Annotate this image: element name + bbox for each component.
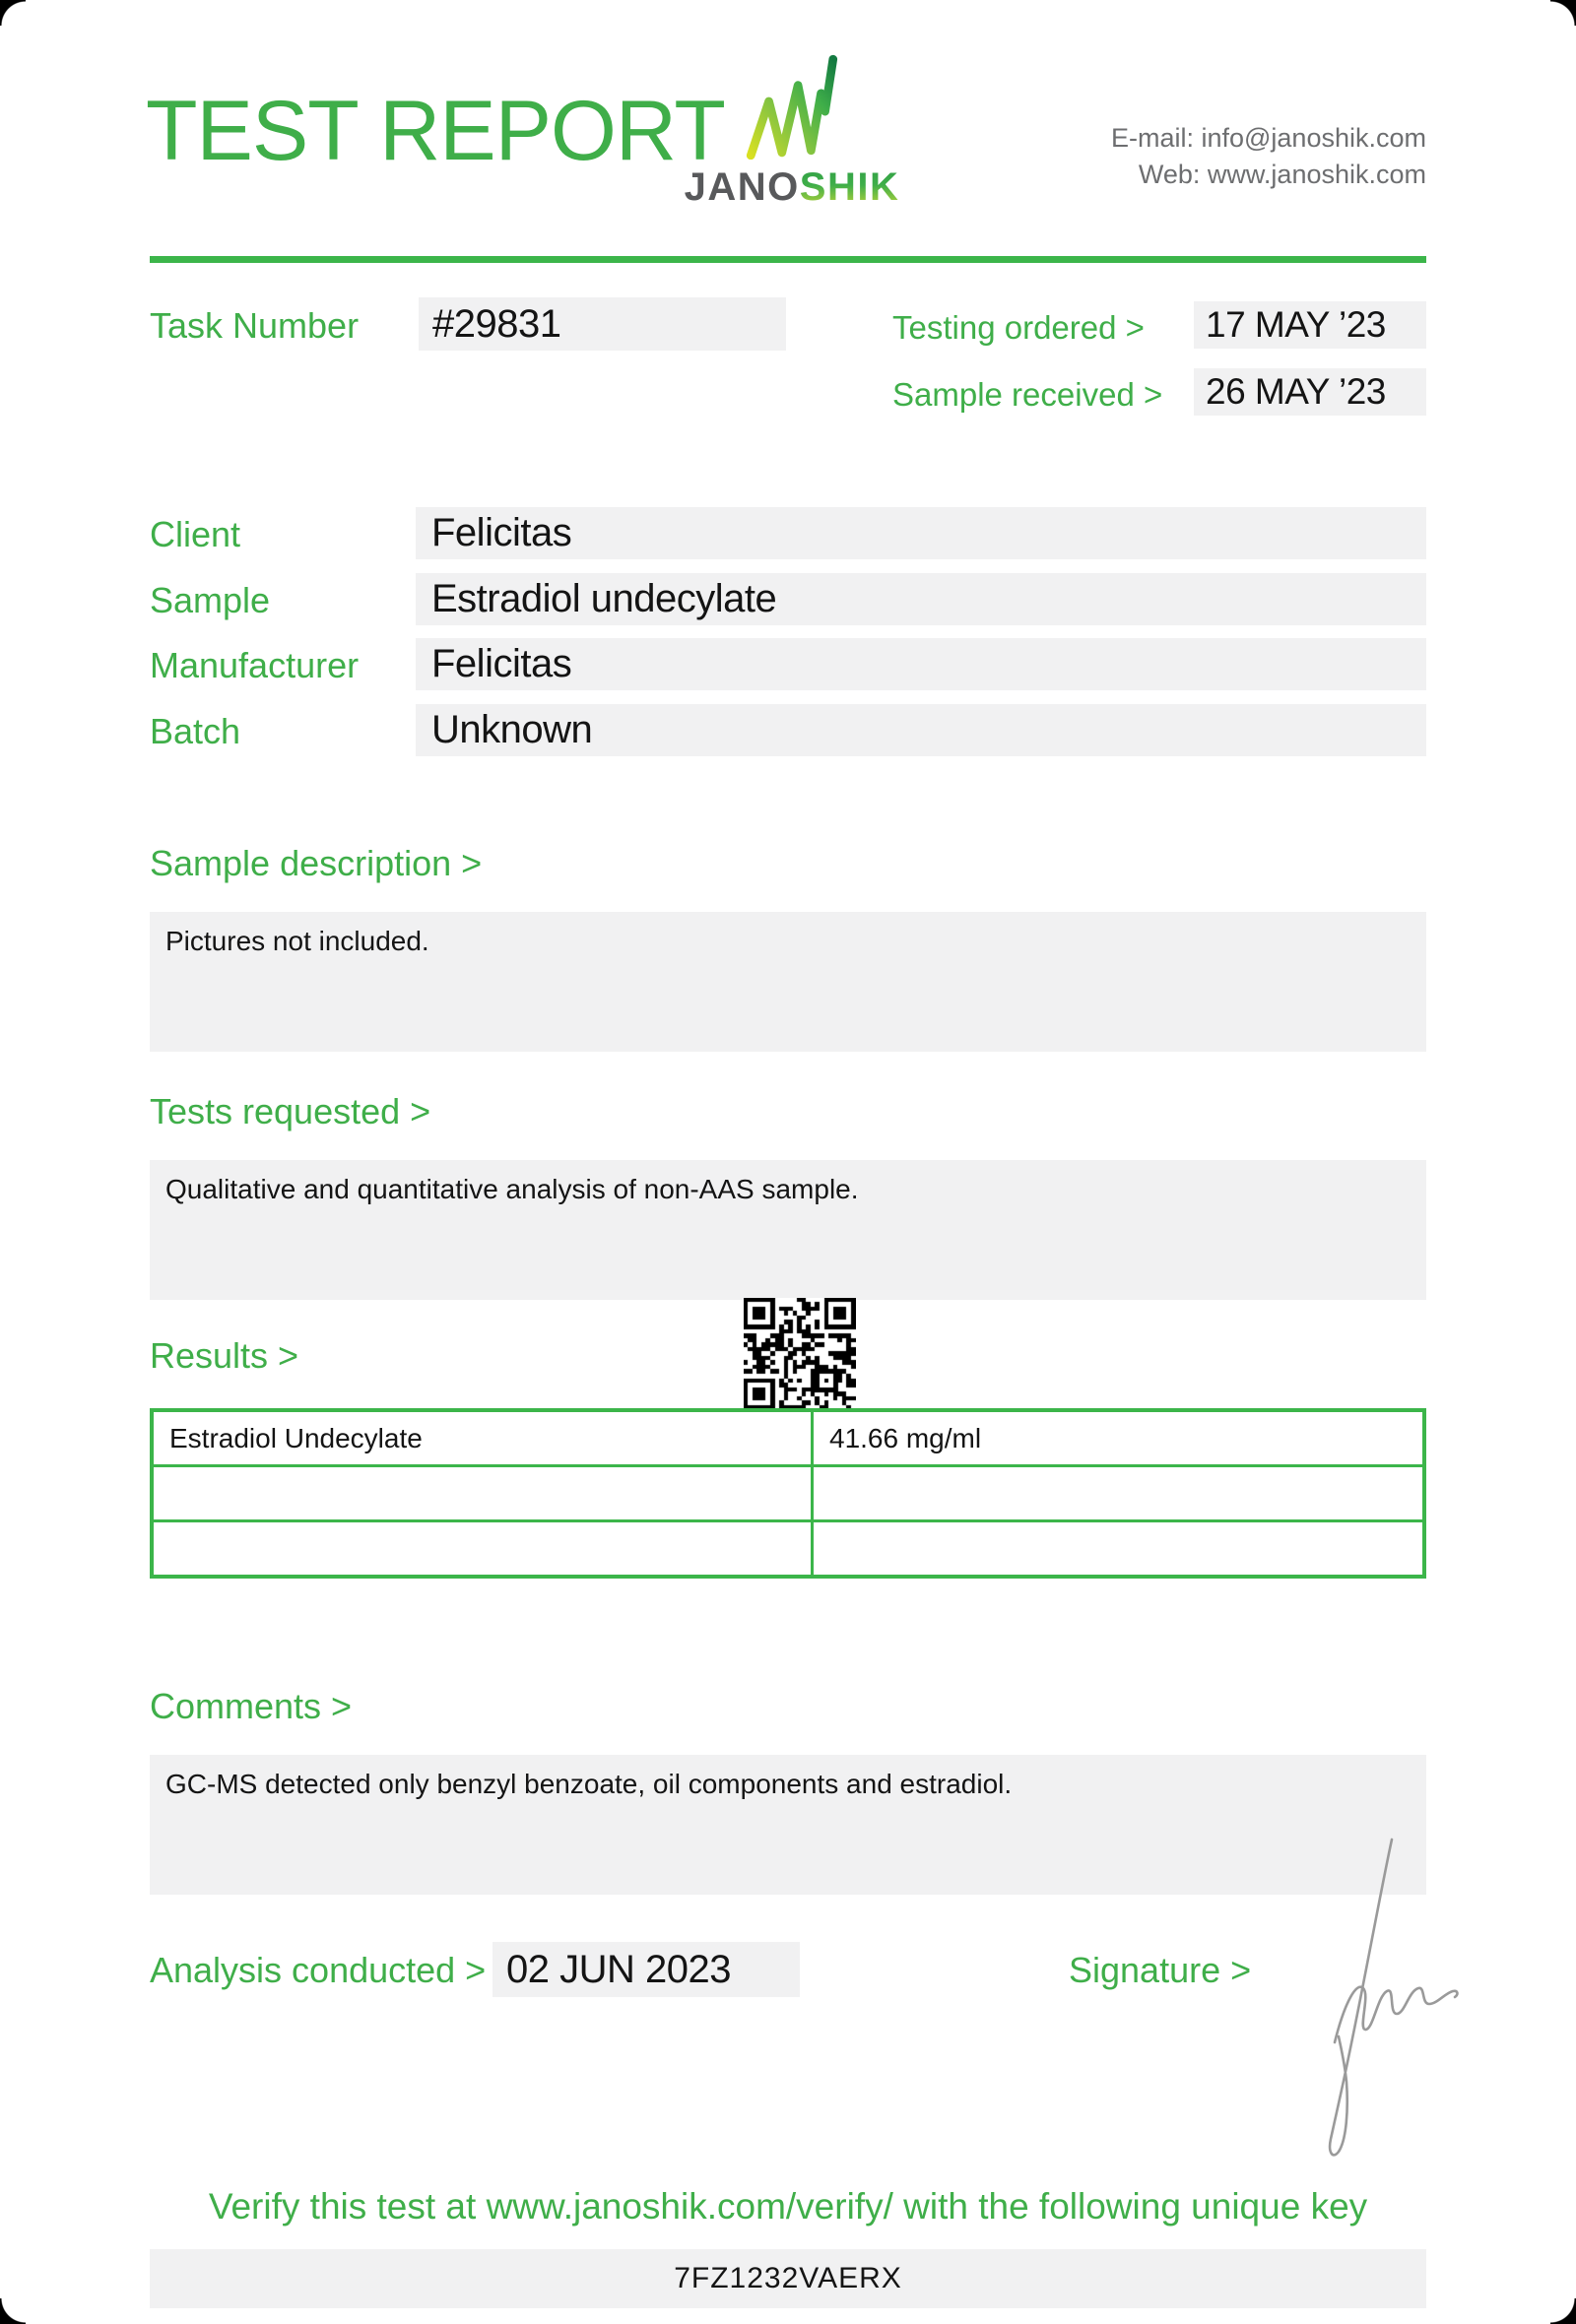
signature-image <box>1276 1834 1473 2163</box>
signature-label: Signature > <box>1069 1950 1252 1990</box>
tests-requested-heading: Tests requested > <box>150 1091 431 1131</box>
testing-ordered-value: 17 MAY ’23 <box>1194 301 1426 349</box>
results-heading: Results > <box>150 1335 299 1376</box>
task-number-label: Task Number <box>150 305 360 346</box>
comments-body: GC-MS detected only benzyl benzoate, oil components and estradiol. <box>150 1755 1426 1895</box>
results-table <box>150 1408 1426 1579</box>
verify-text: Verify this test at www.janoshik.com/verify/ with the following unique key <box>208 2186 1368 2227</box>
analysis-conducted-label: Analysis conducted > <box>150 1950 487 1990</box>
sample-description-body: Pictures not included. <box>150 912 1426 1052</box>
contact-web: Web: www.janoshik.com <box>1138 160 1426 189</box>
screenshot-corner-mask <box>1550 2298 1576 2324</box>
qr-code <box>744 1298 856 1410</box>
sample-value: Estradiol undecylate <box>416 573 1426 625</box>
manufacturer-value: Felicitas <box>416 638 1426 690</box>
testing-ordered-label: Testing ordered > <box>892 309 1145 346</box>
sample-label: Sample <box>150 580 271 620</box>
analysis-conducted-value: 02 JUN 2023 <box>492 1942 800 1997</box>
brand-jano: JANO <box>684 165 800 209</box>
contact-block <box>1111 120 1426 193</box>
contact-email: E-mail: info@janoshik.com <box>1110 123 1426 153</box>
results-row <box>152 1410 1424 1466</box>
brand-wordmark <box>678 165 906 210</box>
result-analyte <box>152 1466 813 1521</box>
result-value <box>813 1466 1425 1521</box>
sample-description-heading: Sample description > <box>150 843 483 883</box>
screenshot-corner-mask <box>1550 0 1576 26</box>
result-value <box>813 1521 1425 1578</box>
task-number-value: #29831 <box>419 297 786 351</box>
client-label: Client <box>150 514 241 554</box>
comments-heading: Comments > <box>150 1686 353 1726</box>
screenshot-corner-mask <box>0 2298 26 2324</box>
unique-key-value: 7FZ1232VAERX <box>150 2249 1426 2308</box>
screenshot-corner-mask <box>0 0 26 26</box>
manufacturer-label: Manufacturer <box>150 645 360 685</box>
batch-label: Batch <box>150 711 241 751</box>
results-row <box>152 1521 1424 1578</box>
tests-requested-body: Qualitative and quantitative analysis of non-AAS sample. <box>150 1160 1426 1300</box>
header-divider <box>150 256 1426 263</box>
brand-shik: SHIK <box>799 165 900 209</box>
sample-received-value: 26 MAY ’23 <box>1194 368 1426 416</box>
janoshik-logo <box>678 51 906 210</box>
sample-received-label: Sample received > <box>892 376 1163 413</box>
result-value: 41.66 mg/ml <box>813 1410 1425 1466</box>
batch-value: Unknown <box>416 704 1426 756</box>
results-row <box>152 1466 1424 1521</box>
client-value: Felicitas <box>416 507 1426 559</box>
result-analyte <box>152 1521 813 1578</box>
result-analyte: Estradiol Undecylate <box>152 1410 813 1466</box>
page-title: TEST REPORT <box>146 84 725 178</box>
growth-chart-icon <box>741 51 843 160</box>
